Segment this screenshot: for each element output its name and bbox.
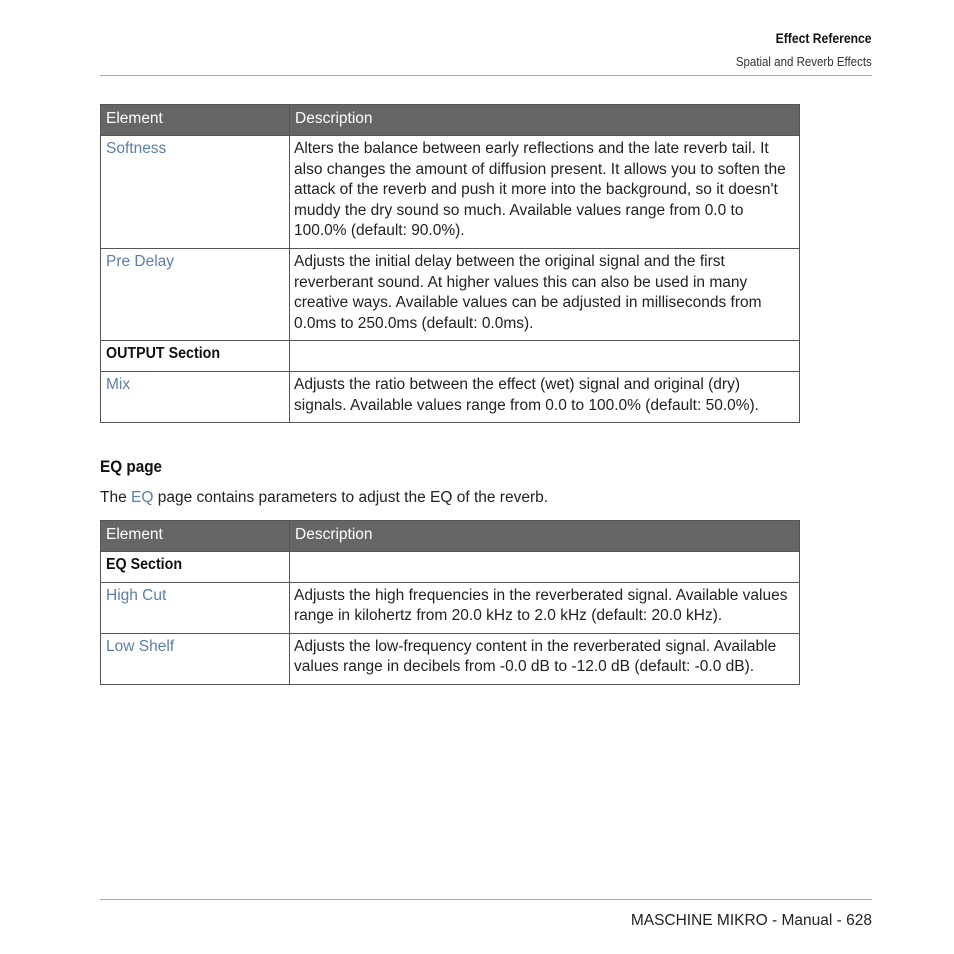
eq-link[interactable]: EQ bbox=[131, 489, 154, 506]
table-row bbox=[101, 248, 800, 340]
description-cell: Adjusts the low-frequency content in the reverberated signal. Available values range in decibels from -0.0 dB to -12.0 dB (default: -0.0 dB). bbox=[290, 633, 800, 684]
element-link-high-cut[interactable]: High Cut bbox=[106, 586, 167, 604]
empty-cell bbox=[290, 552, 800, 583]
chapter-title: Effect Reference bbox=[776, 31, 872, 46]
element-cell bbox=[101, 633, 290, 684]
description-cell: Adjusts the initial delay between the original signal and the first reverberant sound. At higher values this can also be used in many creative ways. Available values can be adjusted in milliseconds from 0.0ms to 250.0ms (default: 0.0ms). bbox=[290, 248, 800, 340]
table-row bbox=[101, 633, 800, 684]
table-row bbox=[101, 582, 800, 633]
element-link-low-shelf[interactable]: Low Shelf bbox=[106, 637, 175, 655]
intro-text-after: page contains parameters to adjust the EQ of the reverb. bbox=[153, 489, 549, 506]
description-cell: Adjusts the high frequencies in the reverberated signal. Available values range in kilohertz from 20.0 kHz to 2.0 kHz (default: 20.0 kHz). bbox=[290, 582, 800, 633]
intro-text-before: The bbox=[100, 489, 132, 506]
table-row bbox=[101, 371, 800, 422]
element-cell bbox=[101, 582, 290, 633]
element-link-pre-delay[interactable]: Pre Delay bbox=[106, 252, 175, 270]
section-title: Spatial and Reverb Effects bbox=[736, 55, 872, 69]
table-header-row bbox=[101, 521, 800, 552]
eq-page-heading: EQ page bbox=[100, 457, 163, 476]
section-cell bbox=[101, 341, 290, 372]
column-header-element: Element bbox=[101, 105, 290, 136]
footer-divider bbox=[100, 899, 872, 900]
element-cell bbox=[101, 371, 290, 422]
page-footer: MASCHINE MIKRO - Manual - 628 bbox=[630, 912, 872, 929]
empty-cell bbox=[290, 341, 800, 372]
header-divider bbox=[100, 75, 872, 76]
element-cell bbox=[101, 136, 290, 249]
element-link-softness[interactable]: Softness bbox=[106, 140, 167, 157]
column-header-description: Description bbox=[290, 521, 800, 552]
column-header-element: Element bbox=[101, 521, 290, 552]
element-link-mix[interactable]: Mix bbox=[106, 375, 131, 393]
parameter-table-reverb bbox=[100, 104, 800, 423]
section-cell bbox=[101, 552, 290, 583]
description-cell: Alters the balance between early reflections and the late reverb tail. It also changes the amount of diffusion present. It allows you to soften the attack of the reverb and push it more into the background, so it doesn't muddy the dry sound so much. Available values range from 0.0 to 100.0% (default: 90.0%). bbox=[290, 136, 800, 249]
section-row bbox=[101, 341, 800, 372]
section-label-eq: EQ Section bbox=[106, 556, 183, 573]
column-header-description: Description bbox=[290, 105, 800, 136]
table-row bbox=[101, 136, 800, 249]
section-row bbox=[101, 552, 800, 583]
table-header-row bbox=[101, 105, 800, 136]
element-cell bbox=[101, 248, 290, 340]
eq-page-intro bbox=[100, 489, 548, 507]
description-cell: Adjusts the ratio between the effect (wet) signal and original (dry) signals. Available values range from 0.0 to 100.0% (default: 50.0%). bbox=[290, 371, 800, 422]
parameter-table-eq bbox=[100, 520, 800, 685]
section-label-output: OUTPUT Section bbox=[106, 345, 221, 363]
